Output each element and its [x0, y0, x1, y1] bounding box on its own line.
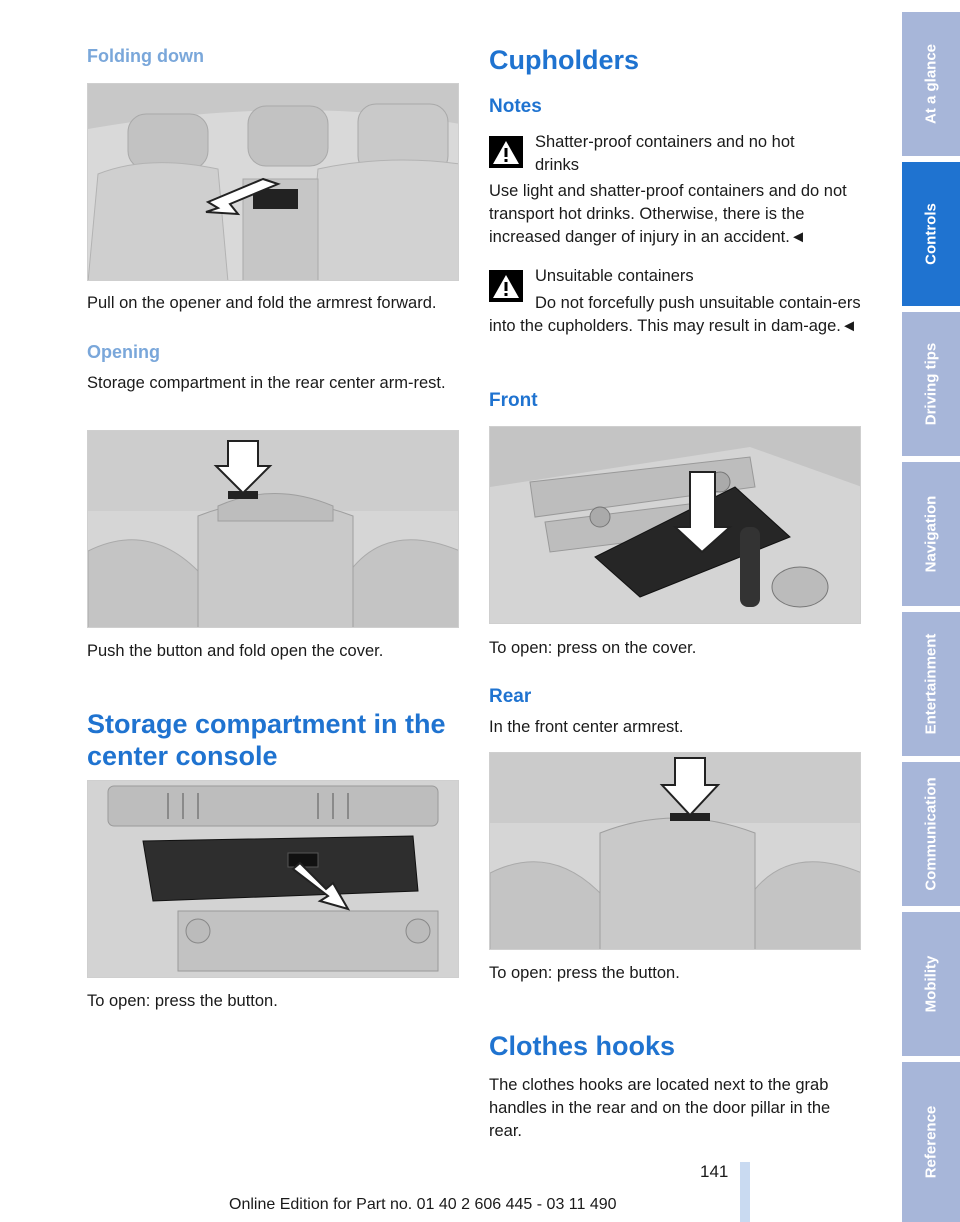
notes-heading: Notes [489, 96, 542, 117]
sidebar-tab-navigation[interactable]: Navigation [902, 462, 960, 606]
warning-2-title: Unsuitable containers [535, 267, 694, 285]
sidebar-tab-driving-tips[interactable]: Driving tips [902, 312, 960, 456]
warning-1-text: Use light and shatter-proof containers and do not transport hot drinks. Otherwise, there is the increased danger of injury in an accident.◄ [489, 182, 847, 246]
sidebar-tab-reference[interactable]: Reference [902, 1062, 960, 1222]
page-number-bar [740, 1162, 750, 1222]
console-illustration-icon [88, 781, 459, 978]
sidebar-tab-communication[interactable]: Communication [902, 762, 960, 906]
clothes-hooks-heading: Clothes hooks [489, 1031, 676, 1061]
warning-icon-1 [489, 136, 523, 168]
seat-illustration-icon [88, 84, 459, 281]
clothes-hooks-text: The clothes hooks are located next to the grab handles in the rear and on the door pillar in the rear. [489, 1076, 831, 1140]
figure-center-console [87, 780, 459, 978]
folding-down-text: Pull on the opener and fold the armrest forward. [87, 294, 437, 312]
armrest-illustration-icon [88, 431, 459, 628]
figure-armrest-fold [87, 83, 459, 281]
sidebar-tab-entertainment[interactable]: Entertainment [902, 612, 960, 756]
rear-text: In the front center armrest. [489, 718, 684, 736]
folding-down-heading: Folding down [87, 46, 204, 66]
sidebar-tab-mobility[interactable]: Mobility [902, 912, 960, 1056]
warning-triangle-icon [489, 136, 523, 168]
cupholder-rear-illustration-icon [490, 753, 861, 950]
sidebar-tab-at-a-glance[interactable]: At a glance [902, 12, 960, 156]
warning-1-title: Shatter-proof containers and no hot drinks [535, 133, 795, 174]
warning-2-text: Do not forcefully push unsuitable contain-ers into the cupholders. This may result in dam-age.◄ [489, 294, 861, 335]
front-heading: Front [489, 390, 538, 411]
chapter-sidebar [902, 0, 960, 1222]
cupholder-front-illustration-icon [490, 427, 861, 624]
figure-armrest-open [87, 430, 459, 628]
rear-heading: Rear [489, 686, 532, 707]
front-caption: To open: press on the cover. [489, 639, 697, 657]
storage-heading: Storage compartment in the center console [87, 709, 446, 771]
figure-front-cupholder [489, 426, 861, 624]
opening-caption: Push the button and fold open the cover. [87, 642, 384, 660]
opening-text: Storage compartment in the rear center arm-rest. [87, 374, 446, 392]
storage-caption: To open: press the button. [87, 992, 278, 1010]
page-number: 141 [700, 1162, 729, 1181]
cupholders-heading: Cupholders [489, 45, 640, 75]
footer-edition: Online Edition for Part no. 01 40 2 606 445 - 03 11 490 [229, 1196, 617, 1213]
sidebar-tab-controls[interactable]: Controls [902, 162, 960, 306]
rear-caption: To open: press the button. [489, 964, 680, 982]
opening-heading: Opening [87, 342, 160, 362]
figure-rear-cupholder [489, 752, 861, 950]
